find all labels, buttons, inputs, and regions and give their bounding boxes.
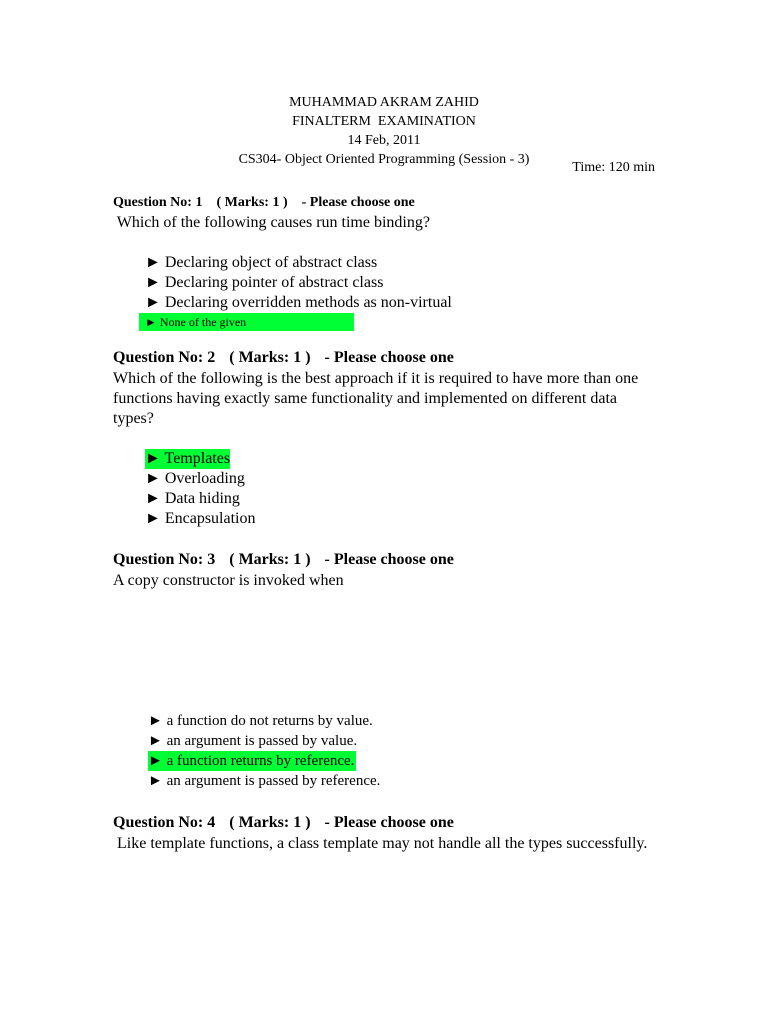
exam-time: Time: 120 min <box>572 160 655 175</box>
question-1-text: Which of the following causes run time binding? <box>113 214 430 231</box>
option[interactable]: ► Encapsulation <box>145 510 256 527</box>
option[interactable]: ► a function do not returns by value. <box>148 713 373 729</box>
exam-header <box>0 93 768 169</box>
question-number: Question No: 4 <box>113 814 216 831</box>
option-correct-answer[interactable]: ► a function returns by reference. <box>148 753 355 769</box>
question-3-options <box>148 711 380 791</box>
option[interactable]: ► Overloading <box>145 470 245 487</box>
exam-title: FINALTERM EXAMINATION <box>292 114 476 129</box>
question-1-title <box>113 195 415 211</box>
question-3-text: A copy constructor is invoked when <box>113 572 344 589</box>
question-marks: ( Marks: 1 ) <box>216 195 288 210</box>
question-marks: ( Marks: 1 ) <box>229 814 311 831</box>
question-1-options <box>145 253 452 333</box>
question-2-title <box>113 349 454 367</box>
course-title: CS304- Object Oriented Programming (Session - 3) <box>238 152 530 167</box>
question-3-title <box>113 551 454 569</box>
option[interactable]: ► Declaring overridden methods as non-virtual <box>145 294 452 311</box>
option[interactable]: ► an argument is passed by reference. <box>148 773 381 789</box>
option[interactable]: ► Declaring pointer of abstract class <box>145 274 384 291</box>
question-2-text: Which of the following is the best approach if it is required to have more than one functions having exactly same functionality and implemented on different data types? <box>113 370 639 427</box>
option-correct-answer[interactable]: ► Templates <box>145 450 231 467</box>
option[interactable]: ► Data hiding <box>145 490 240 507</box>
question-number: Question No: 2 <box>113 349 216 366</box>
exam-date: 14 Feb, 2011 <box>347 133 421 148</box>
question-instruction: - Please choose one <box>324 551 454 568</box>
question-marks: ( Marks: 1 ) <box>229 349 311 366</box>
question-instruction: - Please choose one <box>301 195 415 210</box>
question-4-title <box>113 814 454 832</box>
author-name: MUHAMMAD AKRAM ZAHID <box>289 95 479 110</box>
option[interactable]: ► an argument is passed by value. <box>148 733 358 749</box>
question-instruction: - Please choose one <box>324 349 454 366</box>
option[interactable]: ► Declaring object of abstract class <box>145 254 378 271</box>
question-marks: ( Marks: 1 ) <box>229 551 311 568</box>
question-instruction: - Please choose one <box>324 814 454 831</box>
question-number: Question No: 1 <box>113 195 203 210</box>
option-correct-answer[interactable]: ► None of the given <box>139 313 354 331</box>
question-4-text: Like template functions, a class template may not handle all the types successfully. <box>113 835 648 852</box>
question-number: Question No: 3 <box>113 551 216 568</box>
question-2-options <box>145 449 255 529</box>
